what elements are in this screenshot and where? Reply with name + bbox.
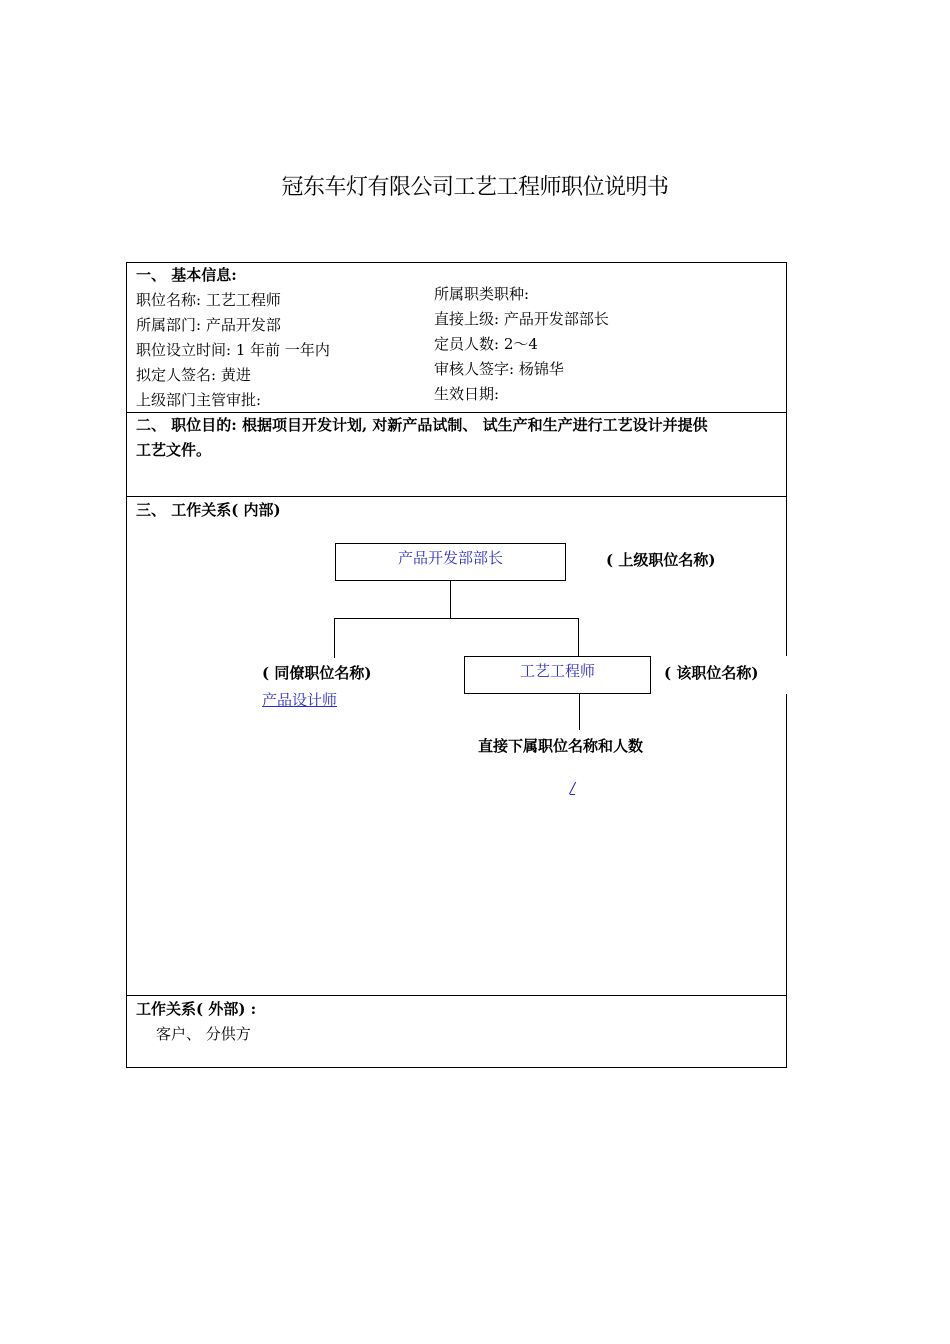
current-position-caption: ( 该职位名称) xyxy=(664,664,759,682)
row-divider-3 xyxy=(126,995,787,996)
connector-self xyxy=(578,618,579,656)
connector-subordinate xyxy=(579,694,580,730)
document-title: 冠东车灯有限公司工艺工程师职位说明书 xyxy=(281,175,669,200)
superior-position-label: 产品开发部部长 xyxy=(397,549,503,567)
current-position-label: 工艺工程师 xyxy=(519,662,595,680)
superior-caption: ( 上级职位名称) xyxy=(606,551,716,569)
job-category-field: 所属职类职种: xyxy=(434,285,530,303)
connector-down xyxy=(450,581,451,618)
supervisor-approval-field: 上级部门主管审批: xyxy=(136,391,262,409)
section2-heading: 二、 职位目的: xyxy=(136,416,237,434)
position-established-field: 职位设立时间: 1 年前 一年内 xyxy=(136,341,330,359)
external-relations-text: 客户、 分供方 xyxy=(156,1025,251,1043)
peer-caption: ( 同僚职位名称) xyxy=(262,664,372,682)
purpose-line-1: 二、 职位目的: 根据项目开发计划, 对新产品试制、 试生产和生产进行工艺设计并提供 xyxy=(136,416,708,434)
border-gap xyxy=(780,656,792,694)
current-position-box xyxy=(464,656,651,694)
job-title-field: 职位名称: 工艺工程师 xyxy=(136,291,281,309)
connector-peer xyxy=(334,618,335,658)
subordinate-value-link[interactable]: / xyxy=(570,779,576,797)
row-divider-2 xyxy=(126,496,787,497)
headcount-field: 定员人数: 2～4 xyxy=(434,335,538,353)
subordinate-caption: 直接下属职位名称和人数 xyxy=(478,737,644,755)
section3-heading: 三、 工作关系( 内部) xyxy=(136,501,281,519)
drafter-signature-field: 拟定人签名: 黄进 xyxy=(136,366,251,384)
section1-heading: 一、 基本信息: xyxy=(136,266,237,284)
reviewer-signature-field: 审核人签字: 杨锦华 xyxy=(434,360,564,378)
department-field: 所属部门: 产品开发部 xyxy=(136,316,281,334)
connector-horizontal xyxy=(334,618,579,619)
row-divider-1 xyxy=(126,412,787,413)
section4-heading: 工作关系( 外部) : xyxy=(136,1000,257,1018)
effective-date-field: 生效日期: xyxy=(434,385,500,403)
superior-position-box xyxy=(335,543,566,581)
peer-position-link[interactable]: 产品设计师 xyxy=(262,691,338,709)
purpose-line-2: 工艺文件。 xyxy=(136,441,212,459)
direct-superior-field: 直接上级: 产品开发部部长 xyxy=(434,310,609,328)
